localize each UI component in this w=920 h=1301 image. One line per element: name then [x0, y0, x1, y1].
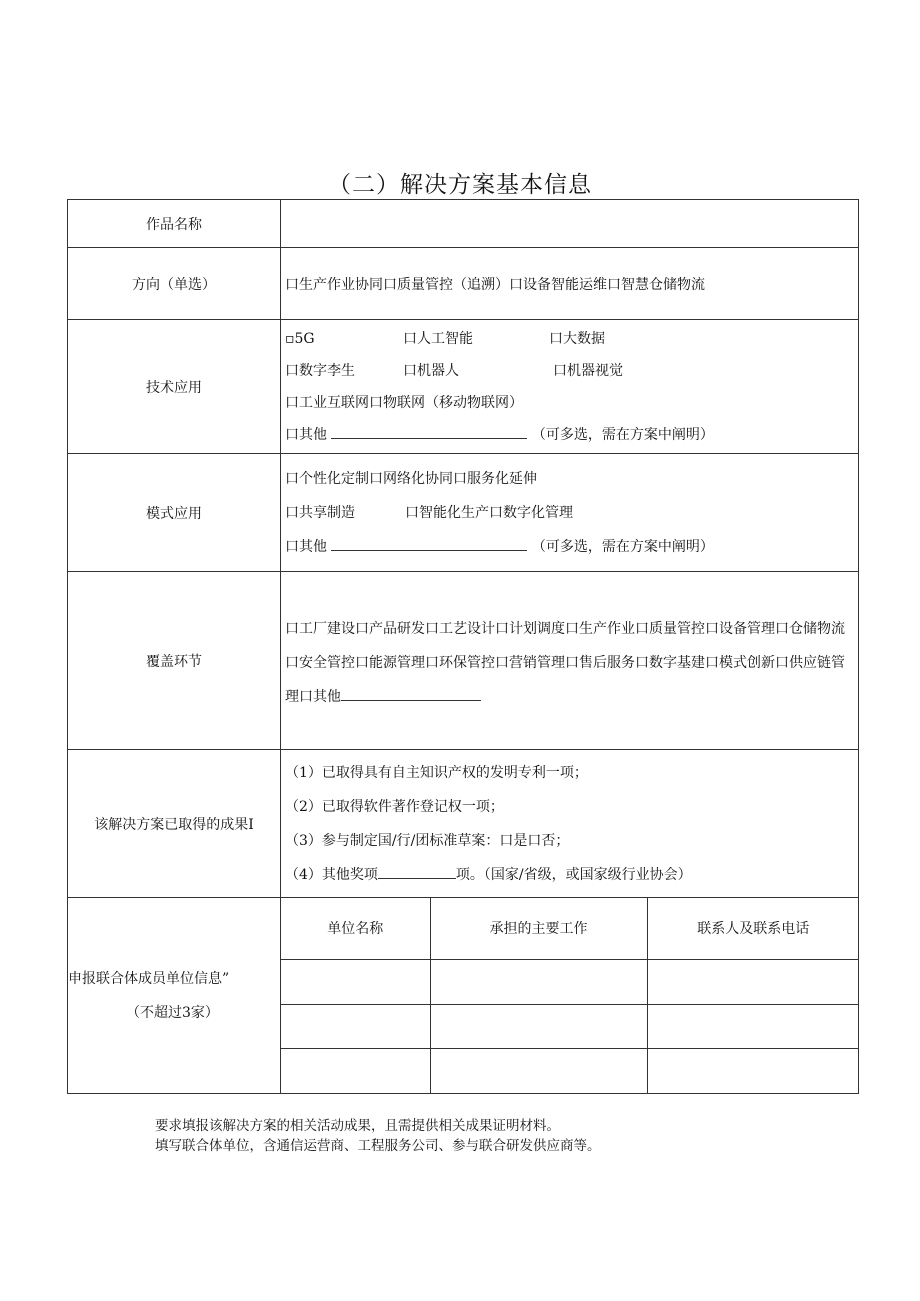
tech-option-machine-vision[interactable]: 口机器视觉 — [553, 362, 623, 379]
tech-label: 技术应用 — [68, 320, 281, 454]
table-row — [281, 959, 859, 1004]
direction-row — [68, 248, 859, 320]
mode-note: （可多选，需在方案中阐明） — [531, 538, 714, 555]
results-awards-input[interactable] — [378, 864, 456, 879]
name-value-field[interactable] — [281, 200, 859, 248]
tech-row — [68, 320, 859, 454]
footnotes — [155, 1116, 601, 1156]
footnote-2: 填写联合体单位，含通信运营商、工程服务公司、参与联合研发供应商等。 — [155, 1138, 601, 1154]
footnote-1: 要求填报该解决方案的相关活动成果，且需提供相关成果证明材料。 — [155, 1118, 560, 1134]
coverage-row — [68, 572, 859, 750]
contact-cell[interactable] — [647, 1004, 859, 1048]
table-row — [281, 1004, 859, 1048]
main-work-cell[interactable] — [430, 1048, 647, 1093]
consortium-label-line1: 申报联合体成员单位信息” — [68, 970, 230, 987]
unit-name-cell[interactable] — [281, 1004, 430, 1048]
main-work-cell[interactable] — [430, 959, 647, 1004]
consortium-table — [281, 898, 859, 1093]
coverage-options-text: 口工厂建设口产品研发口工艺设计口计划调度口生产作业口质量管控口设备管理口仓储物流口安全管控口能源管理口环保管控口营销管理口售后服务口数字基建口模式创新口供应链管理口其他 — [285, 621, 845, 705]
mode-option-shared[interactable]: 口共享制造 — [285, 504, 355, 521]
header-contact: 联系人及联系电话 — [647, 898, 859, 959]
tech-other-input[interactable] — [331, 424, 527, 439]
tech-note: （可多选，需在方案中阐明） — [531, 426, 714, 443]
tech-option-bigdata[interactable]: 口大数据 — [549, 330, 605, 347]
results-item-1: （1）已取得具有自主知识产权的发明专利一项； — [285, 764, 588, 781]
consortium-table-cell — [281, 898, 859, 1094]
page-title: （二）解决方案基本信息 — [328, 172, 592, 198]
consortium-label-line2: （不超过3家） — [126, 1004, 219, 1021]
results-item-2: （2）已取得软件著作登记权一项； — [285, 798, 504, 815]
tech-option-digital-twin[interactable]: 口数字李生 — [285, 362, 355, 379]
header-unit-name: 单位名称 — [281, 898, 430, 959]
mode-options-line1[interactable]: 口个性化定制口网络化协同口服务化延伸 — [285, 470, 537, 487]
direction-label: 方向（单选） — [68, 248, 281, 320]
results-item-4-prefix: （4）其他奖项 — [285, 866, 378, 883]
tech-option-robot[interactable]: 口机器人 — [403, 362, 459, 379]
table-row — [281, 1048, 859, 1093]
coverage-options[interactable] — [281, 572, 859, 750]
tech-option-ai[interactable]: 口人工智能 — [403, 330, 473, 347]
results-row — [68, 750, 859, 898]
contact-cell[interactable] — [647, 959, 859, 1004]
tech-option-5g[interactable]: ▫5G — [285, 330, 315, 347]
consortium-label — [68, 898, 281, 1094]
name-row — [68, 200, 859, 248]
unit-name-cell[interactable] — [281, 1048, 430, 1093]
mode-options[interactable] — [281, 454, 859, 572]
header-main-work: 承担的主要工作 — [430, 898, 647, 959]
mode-other-input[interactable] — [331, 536, 527, 551]
coverage-label: 覆盖环节 — [68, 572, 281, 750]
tech-option-other[interactable]: 口其他 — [285, 426, 327, 443]
name-label: 作品名称 — [68, 200, 281, 248]
tech-option-iiot[interactable]: 口工业互联网口物联网（移动物联网） — [285, 394, 523, 411]
direction-options[interactable] — [281, 248, 859, 320]
results-item-4-suffix: 项。（国家/省级，或国家级行业协会） — [455, 866, 692, 883]
results-item-3[interactable]: （3）参与制定国/行/团标准草案：口是口否； — [285, 832, 570, 849]
consortium-row — [68, 898, 859, 1094]
tech-options[interactable] — [281, 320, 859, 454]
coverage-other-input[interactable] — [341, 686, 481, 701]
results-content — [281, 750, 859, 898]
mode-label: 模式应用 — [68, 454, 281, 572]
mode-row — [68, 454, 859, 572]
results-label: 该解决方案已取得的成果I — [68, 750, 281, 898]
mode-options-line2[interactable]: 口智能化生产口数字化管理 — [405, 504, 573, 521]
solution-info-table — [67, 199, 859, 1094]
unit-name-cell[interactable] — [281, 959, 430, 1004]
contact-cell[interactable] — [647, 1048, 859, 1093]
direction-options-text: 口生产作业协同口质量管控（追溯）口设备智能运维口智慧仓储物流 — [285, 276, 705, 293]
mode-option-other[interactable]: 口其他 — [285, 538, 327, 555]
main-work-cell[interactable] — [430, 1004, 647, 1048]
consortium-header-row — [281, 898, 859, 959]
